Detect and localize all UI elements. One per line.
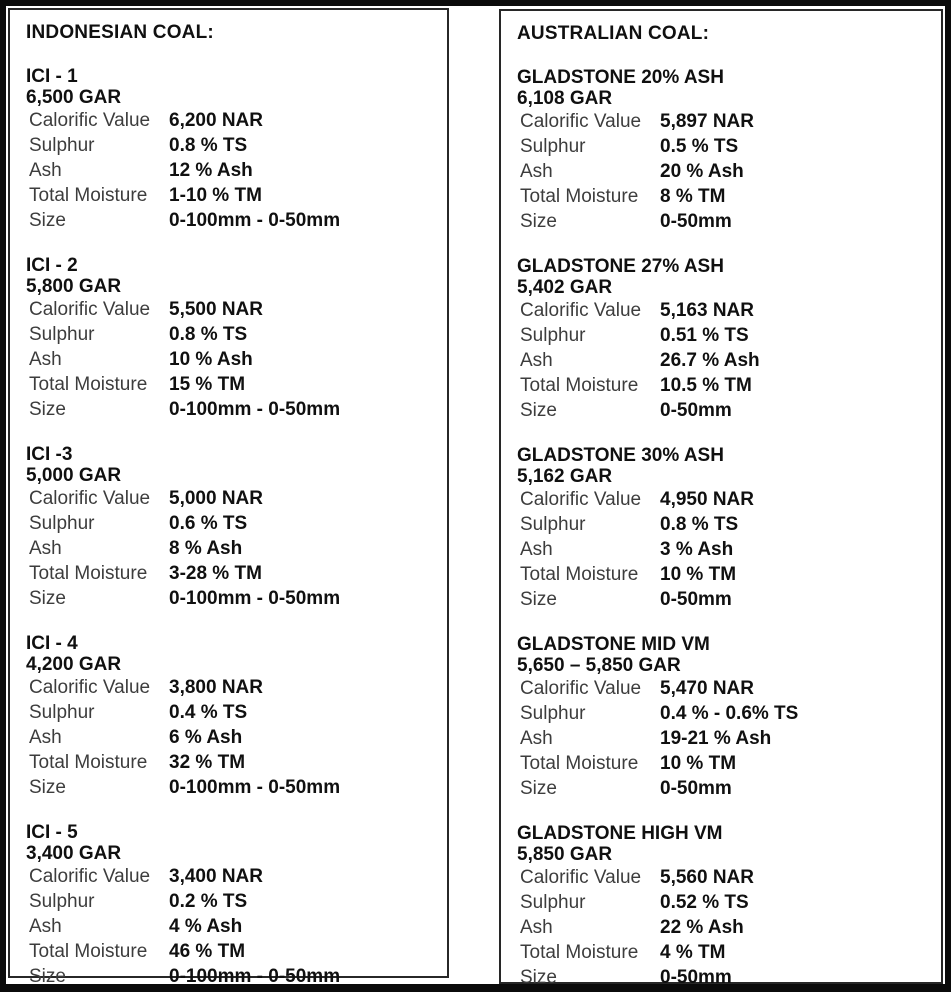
product-block — [26, 255, 433, 422]
spec-label: Total Moisture — [29, 185, 148, 206]
spec-label: Size — [520, 400, 557, 421]
spec-label: Calorific Value — [520, 489, 642, 510]
panel-australian-coal — [499, 9, 943, 988]
spec-row — [26, 133, 433, 158]
spec-label: Sulphur — [29, 513, 95, 534]
spec-label: Size — [520, 211, 557, 232]
product-block — [517, 67, 927, 234]
spec-label: Size — [29, 399, 66, 420]
spec-row — [26, 914, 433, 939]
product-gar: 5,800 GAR — [26, 276, 122, 297]
product-list-indonesian — [24, 66, 433, 989]
spec-value: 32 % TM — [169, 752, 246, 773]
spec-value: 10.5 % TM — [660, 375, 752, 396]
spec-label: Sulphur — [29, 324, 95, 345]
product-name: GLADSTONE MID VM — [517, 634, 710, 655]
spec-value: 5,000 NAR — [169, 488, 263, 509]
page-background — [6, 6, 945, 988]
product-gar: 4,200 GAR — [26, 654, 122, 675]
spec-value: 10 % TM — [660, 564, 737, 585]
spec-label: Size — [520, 967, 557, 988]
spec-value: 19-21 % Ash — [660, 728, 772, 749]
spec-label: Total Moisture — [29, 563, 148, 584]
spec-row — [26, 561, 433, 586]
spec-row — [517, 965, 927, 990]
spec-label: Ash — [520, 350, 553, 371]
product-name: ICI - 5 — [26, 822, 78, 843]
spec-row — [26, 486, 433, 511]
spec-value: 10 % Ash — [169, 349, 253, 370]
spec-row — [26, 675, 433, 700]
spec-row — [26, 322, 433, 347]
spec-row — [517, 915, 927, 940]
spec-value: 6 % Ash — [169, 727, 243, 748]
spec-value: 0.4 % - 0.6% TS — [660, 703, 799, 724]
spec-row — [517, 398, 927, 423]
spec-label: Total Moisture — [29, 374, 148, 395]
spec-label: Ash — [520, 539, 553, 560]
spec-value: 8 % Ash — [169, 538, 243, 559]
spec-row — [26, 397, 433, 422]
spec-value: 0-100mm - 0-50mm — [169, 588, 341, 609]
spec-row — [517, 109, 927, 134]
spec-row — [26, 372, 433, 397]
spec-label: Calorific Value — [520, 111, 642, 132]
spec-label: Ash — [29, 160, 62, 181]
spec-row — [26, 889, 433, 914]
spec-value: 5,500 NAR — [169, 299, 263, 320]
spec-row — [517, 890, 927, 915]
spec-label: Ash — [520, 728, 553, 749]
spec-value: 3 % Ash — [660, 539, 734, 560]
spec-label: Size — [29, 588, 66, 609]
spec-row — [26, 964, 433, 989]
spec-label: Total Moisture — [29, 752, 148, 773]
spec-label: Total Moisture — [520, 753, 639, 774]
spec-value: 0.5 % TS — [660, 136, 739, 157]
spec-value: 3,800 NAR — [169, 677, 263, 698]
spec-value: 26.7 % Ash — [660, 350, 760, 371]
spec-value: 3-28 % TM — [169, 563, 262, 584]
spec-value: 0-50mm — [660, 400, 732, 421]
spec-row — [26, 700, 433, 725]
spec-label: Ash — [29, 349, 62, 370]
product-block — [26, 444, 433, 611]
spec-value: 0-100mm - 0-50mm — [169, 210, 341, 231]
product-name: GLADSTONE 20% ASH — [517, 67, 724, 88]
spec-row — [26, 108, 433, 133]
product-block — [517, 256, 927, 423]
spec-label: Calorific Value — [29, 110, 151, 131]
spec-value: 4,950 NAR — [660, 489, 754, 510]
spec-label: Calorific Value — [520, 867, 642, 888]
spec-value: 0-100mm - 0-50mm — [169, 399, 341, 420]
spec-label: Sulphur — [520, 325, 586, 346]
spec-label: Calorific Value — [29, 488, 151, 509]
product-block — [517, 823, 927, 990]
product-block — [517, 634, 927, 801]
product-block — [517, 445, 927, 612]
spec-label: Calorific Value — [29, 677, 151, 698]
product-name: GLADSTONE 27% ASH — [517, 256, 724, 277]
spec-value: 0-100mm - 0-50mm — [169, 966, 341, 987]
spec-label: Calorific Value — [520, 678, 642, 699]
spec-value: 0.6 % TS — [169, 513, 248, 534]
spec-row — [517, 865, 927, 890]
product-name: ICI - 1 — [26, 66, 78, 87]
spec-row — [26, 536, 433, 561]
spec-label: Size — [29, 777, 66, 798]
product-name: ICI - 4 — [26, 633, 78, 654]
spec-label: Total Moisture — [520, 375, 639, 396]
spec-row — [26, 750, 433, 775]
spec-label: Sulphur — [29, 135, 95, 156]
spec-value: 0-50mm — [660, 211, 732, 232]
spec-label: Sulphur — [520, 703, 586, 724]
product-gar: 5,850 GAR — [517, 844, 613, 865]
product-gar: 6,500 GAR — [26, 87, 122, 108]
spec-value: 4 % Ash — [169, 916, 243, 937]
spec-value: 4 % TM — [660, 942, 726, 963]
spec-row — [517, 134, 927, 159]
spec-label: Calorific Value — [29, 866, 151, 887]
spec-value: 0.52 % TS — [660, 892, 749, 913]
spec-label: Sulphur — [29, 702, 95, 723]
spec-row — [26, 158, 433, 183]
spec-value: 1-10 % TM — [169, 185, 262, 206]
spec-label: Calorific Value — [520, 300, 642, 321]
spec-value: 5,470 NAR — [660, 678, 754, 699]
spec-row — [26, 939, 433, 964]
spec-value: 46 % TM — [169, 941, 246, 962]
spec-label: Ash — [520, 161, 553, 182]
spec-value: 0.2 % TS — [169, 891, 248, 912]
product-name: ICI - 2 — [26, 255, 78, 276]
spec-value: 0-50mm — [660, 589, 732, 610]
spec-row — [517, 940, 927, 965]
spec-value: 0.51 % TS — [660, 325, 749, 346]
spec-row — [517, 323, 927, 348]
spec-value: 10 % TM — [660, 753, 737, 774]
product-block — [26, 66, 433, 233]
spec-row — [517, 298, 927, 323]
spec-value: 0.8 % TS — [660, 514, 739, 535]
panel-title-australian: AUSTRALIAN COAL: — [517, 23, 710, 44]
spec-value: 6,200 NAR — [169, 110, 263, 131]
spec-label: Size — [29, 210, 66, 231]
spec-row — [517, 676, 927, 701]
spec-row — [517, 512, 927, 537]
spec-value: 0.4 % TS — [169, 702, 248, 723]
product-name: GLADSTONE HIGH VM — [517, 823, 723, 844]
panel-title-indonesian: INDONESIAN COAL: — [26, 22, 214, 43]
product-gar: 5,000 GAR — [26, 465, 122, 486]
product-gar: 6,108 GAR — [517, 88, 613, 109]
spec-label: Total Moisture — [520, 186, 639, 207]
spec-row — [26, 775, 433, 800]
spec-row — [26, 347, 433, 372]
spec-label: Ash — [520, 917, 553, 938]
spec-row — [517, 587, 927, 612]
spec-label: Size — [520, 778, 557, 799]
spec-value: 3,400 NAR — [169, 866, 263, 887]
spec-label: Ash — [29, 727, 62, 748]
spec-value: 5,897 NAR — [660, 111, 754, 132]
spec-value: 5,163 NAR — [660, 300, 754, 321]
spec-value: 0-50mm — [660, 967, 732, 988]
spec-row — [517, 487, 927, 512]
spec-row — [517, 701, 927, 726]
spec-row — [517, 159, 927, 184]
spec-value: 22 % Ash — [660, 917, 744, 938]
spec-row — [26, 297, 433, 322]
spec-row — [26, 511, 433, 536]
product-gar: 5,402 GAR — [517, 277, 613, 298]
spec-row — [517, 348, 927, 373]
spec-row — [517, 751, 927, 776]
product-block — [26, 822, 433, 989]
spec-row — [517, 209, 927, 234]
spec-value: 15 % TM — [169, 374, 246, 395]
spec-row — [517, 776, 927, 801]
spec-value: 8 % TM — [660, 186, 726, 207]
spec-row — [517, 184, 927, 209]
panel-indonesian-coal — [8, 8, 449, 987]
product-block — [26, 633, 433, 800]
spec-row — [26, 586, 433, 611]
spec-value: 5,560 NAR — [660, 867, 754, 888]
spec-label: Sulphur — [29, 891, 95, 912]
spec-label: Ash — [29, 538, 62, 559]
spec-label: Sulphur — [520, 514, 586, 535]
spec-row — [26, 183, 433, 208]
spec-label: Size — [29, 966, 66, 987]
spec-label: Ash — [29, 916, 62, 937]
spec-row — [26, 208, 433, 233]
product-list-australian — [515, 67, 927, 990]
spec-row — [26, 864, 433, 889]
spec-row — [517, 537, 927, 562]
spec-row — [26, 725, 433, 750]
spec-label: Sulphur — [520, 136, 586, 157]
spec-row — [517, 373, 927, 398]
spec-label: Total Moisture — [29, 941, 148, 962]
product-name: ICI -3 — [26, 444, 73, 465]
spec-value: 0.8 % TS — [169, 324, 248, 345]
spec-value: 0-100mm - 0-50mm — [169, 777, 341, 798]
spec-value: 0-50mm — [660, 778, 732, 799]
product-gar: 5,650 – 5,850 GAR — [517, 655, 681, 676]
spec-label: Total Moisture — [520, 942, 639, 963]
product-gar: 3,400 GAR — [26, 843, 122, 864]
spec-row — [517, 726, 927, 751]
spec-value: 12 % Ash — [169, 160, 253, 181]
spec-row — [517, 562, 927, 587]
spec-value: 0.8 % TS — [169, 135, 248, 156]
product-gar: 5,162 GAR — [517, 466, 613, 487]
spec-label: Size — [520, 589, 557, 610]
spec-label: Calorific Value — [29, 299, 151, 320]
product-name: GLADSTONE 30% ASH — [517, 445, 724, 466]
spec-label: Total Moisture — [520, 564, 639, 585]
spec-label: Sulphur — [520, 892, 586, 913]
spec-value: 20 % Ash — [660, 161, 744, 182]
